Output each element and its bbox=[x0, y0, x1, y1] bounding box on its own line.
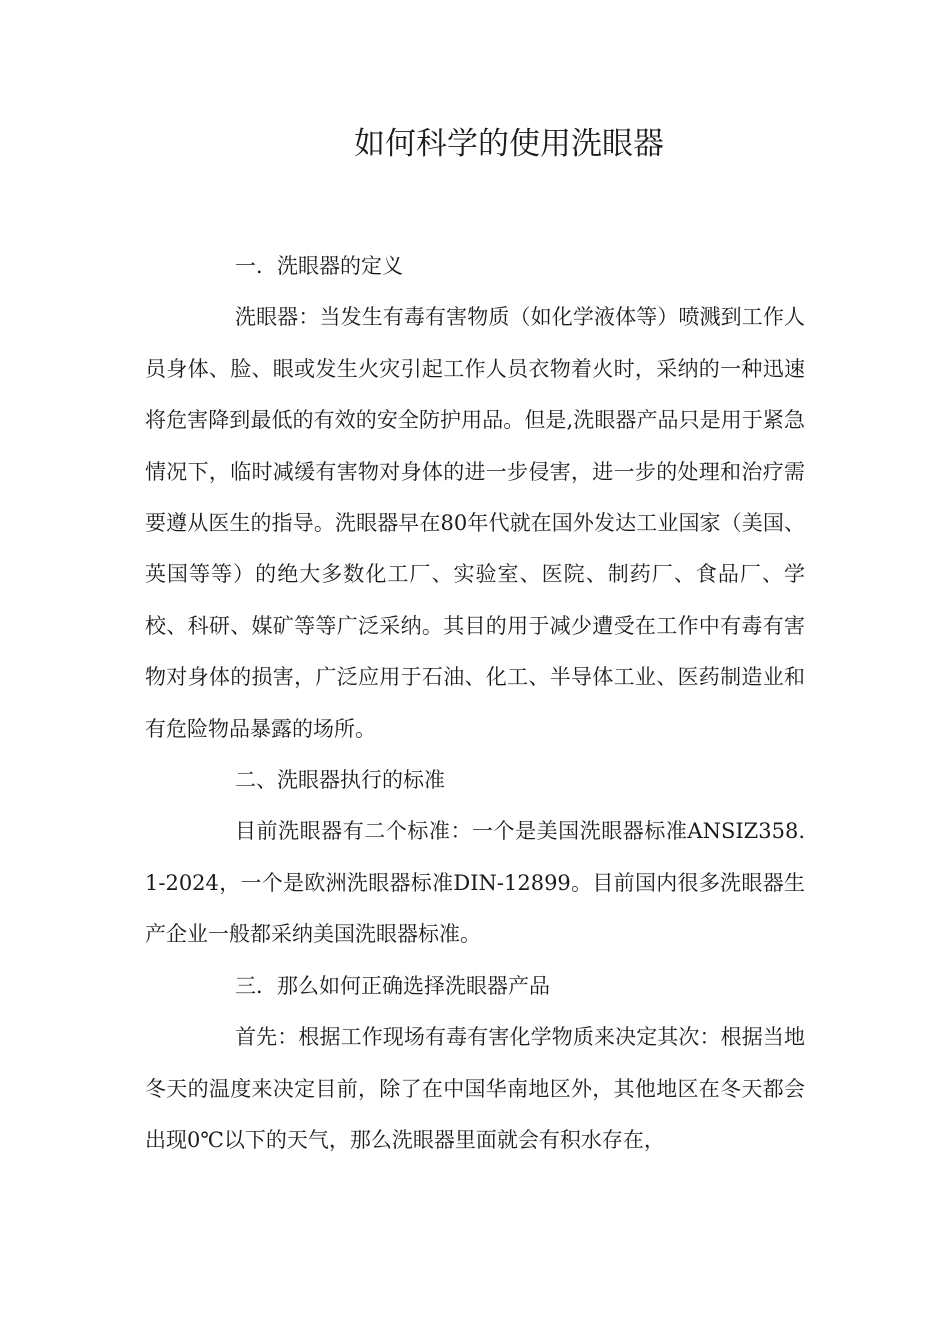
document-body bbox=[145, 241, 805, 1166]
document-title: 如何科学的使用洗眼器 bbox=[354, 126, 664, 162]
paragraph-selection: 首先：根据工作现场有毒有害化学物质来决定其次：根据当地冬天的温度来决定目前，除了在中国华南地区外，其他地区在冬天都会出现0℃以下的天气，那么洗眼器里面就会有积水存在， bbox=[145, 1025, 805, 1152]
section-heading-selection: 三．那么如何正确选择洗眼器产品 bbox=[235, 973, 550, 998]
section-heading-standards: 二、洗眼器执行的标准 bbox=[235, 768, 445, 793]
paragraph-definition: 洗眼器：当发生有毒有害物质（如化学液体等）喷溅到工作人员身体、脸、眼或发生火灾引起工作人员衣物着火时，采纳的一种迅速将危害降到最低的有效的安全防护用品。但是,洗眼器产品只是用于紧急情况下，临时减缓有害物对身体的进一步侵害，进一步的处理和治疗需要遵从医生的指导。洗眼器早在80年代就在国外发达工业国家（美国、英国等等）的绝大多数化工厂、实验室、医院、制药厂、食品厂、学校、科研、媒矿等等广泛采纳。其目的用于减少遭受在工作中有毒有害物对身体的损害，广泛应用于石油、化工、半导体工业、医药制造业和有危险物品暴露的场所。 bbox=[145, 305, 805, 741]
section-heading-definition: 一．洗眼器的定义 bbox=[235, 254, 403, 278]
paragraph-standards: 目前洗眼器有二个标准：一个是美国洗眼器标准ANSIZ358.1-2024，一个是欧洲洗眼器标准DIN-12899。目前国内很多洗眼器生产企业一般都采纳美国洗眼器标准。 bbox=[145, 819, 805, 947]
